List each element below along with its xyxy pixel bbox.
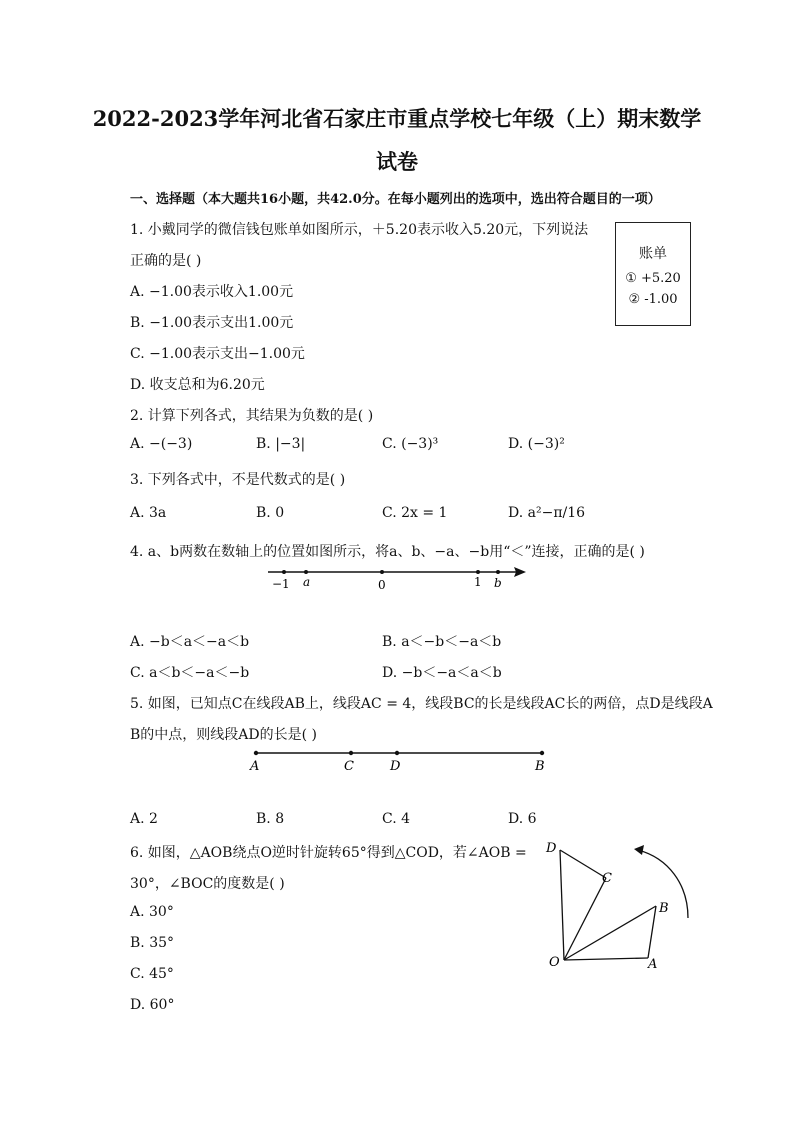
- segment-OA: [564, 958, 648, 960]
- point-one: [476, 570, 480, 574]
- bill-box: [615, 222, 691, 326]
- q6-option-a: A. 30°: [130, 904, 174, 920]
- q5-option-a: A. 2: [130, 811, 158, 827]
- point-A: [254, 751, 258, 755]
- q3-option-a: A. 3a: [130, 505, 167, 521]
- label-A: A: [250, 759, 260, 774]
- q2-option-c: C. (−3)³: [382, 436, 439, 452]
- q1-option-d: D. 收支总和为6.20元: [130, 377, 265, 393]
- label-C: C: [344, 759, 354, 774]
- q2-option-a: A. −(−3): [130, 436, 193, 452]
- q3-stem: 3. 下列各式中，不是代数式的是( ): [130, 472, 346, 488]
- point-C: [349, 751, 353, 755]
- q2-option-d: D. (−3)²: [508, 436, 565, 452]
- q1-stem-line1: 1. 小戴同学的微信钱包账单如图所示，＋5.20表示收入5.20元，下列说法: [130, 222, 589, 238]
- q4-stem: 4. a、b两数在数轴上的位置如图所示，将a、b、−a、−b用“＜”连接，正确的是( ): [130, 544, 645, 560]
- label-A: A: [648, 957, 658, 972]
- label-b: b: [494, 576, 502, 590]
- q1-option-c: C. −1.00表示支出−1.00元: [130, 346, 305, 362]
- segment-BA: [648, 906, 656, 958]
- q3-option-c: C. 2x = 1: [382, 505, 448, 521]
- segment-OD: [560, 850, 564, 960]
- bill-row-1: ① +5.20: [625, 271, 681, 286]
- label-D: D: [390, 759, 401, 774]
- point-D: [395, 751, 399, 755]
- label-a: a: [303, 575, 311, 589]
- number-line-figure: [260, 560, 530, 596]
- q6-stem-line2: 30°，∠BOC的度数是( ): [130, 876, 285, 892]
- q5-stem-line1: 5. 如图，已知点C在线段AB上，线段AC = 4，线段BC的长是线段AC长的两倍，点D是线段A: [130, 696, 713, 712]
- label-B: B: [659, 901, 669, 916]
- q2-stem: 2. 计算下列各式，其结果为负数的是( ): [130, 408, 374, 424]
- label-C: C: [602, 871, 612, 886]
- q4-option-a: A. −b＜a＜−a＜b: [130, 634, 250, 650]
- label-one: 1: [474, 575, 482, 589]
- q6-stem-line1: 6. 如图，△AOB绕点O逆时针旋转65°得到△COD，若∠AOB =: [130, 845, 527, 861]
- section-heading: 一、选择题（本大题共16小题，共42.0分。在每小题列出的选项中，选出符合题目的一项）: [130, 192, 661, 207]
- point-zero: [380, 570, 384, 574]
- q5-option-c: C. 4: [382, 811, 411, 827]
- q1-option-b: B. −1.00表示支出1.00元: [130, 315, 294, 331]
- q5-option-b: B. 8: [256, 811, 285, 827]
- q3-option-b: B. 0: [256, 505, 285, 521]
- q5-stem-line2: B的中点，则线段AD的长是( ): [130, 727, 317, 743]
- point-b: [496, 570, 500, 574]
- point-a: [304, 570, 308, 574]
- rotation-arrowhead: [634, 845, 644, 855]
- q6-option-b: B. 35°: [130, 935, 175, 951]
- label-B: B: [535, 759, 545, 774]
- q5-option-d: D. 6: [508, 811, 537, 827]
- title-line-2: 试卷: [376, 149, 418, 174]
- label-zero: 0: [378, 578, 386, 592]
- bill-title: 账单: [639, 246, 667, 262]
- q2-option-b: B. |−3|: [256, 436, 306, 452]
- rotation-figure: [538, 834, 698, 974]
- label-D: D: [546, 841, 557, 856]
- point-minus-one: [282, 570, 286, 574]
- label-minus-one: −1: [272, 577, 290, 591]
- segment-DC: [560, 850, 606, 878]
- q4-option-b: B. a＜−b＜−a＜b: [382, 634, 502, 650]
- q1-stem-line2: 正确的是( ): [130, 253, 202, 269]
- label-O: O: [549, 955, 560, 970]
- q6-option-d: D. 60°: [130, 997, 175, 1013]
- q6-option-c: C. 45°: [130, 966, 174, 982]
- q1-option-a: A. −1.00表示收入1.00元: [130, 284, 294, 300]
- segment-figure: [248, 744, 550, 774]
- q4-option-c: C. a＜b＜−a＜−b: [130, 665, 250, 681]
- q3-option-d: D. a²−π/16: [508, 505, 586, 521]
- bill-row-2: ② -1.00: [628, 292, 678, 307]
- q4-option-d: D. −b＜−a＜a＜b: [382, 665, 502, 681]
- point-B: [540, 751, 544, 755]
- title-line-1: 2022-2023学年河北省石家庄市重点学校七年级（上）期末数学: [92, 106, 702, 131]
